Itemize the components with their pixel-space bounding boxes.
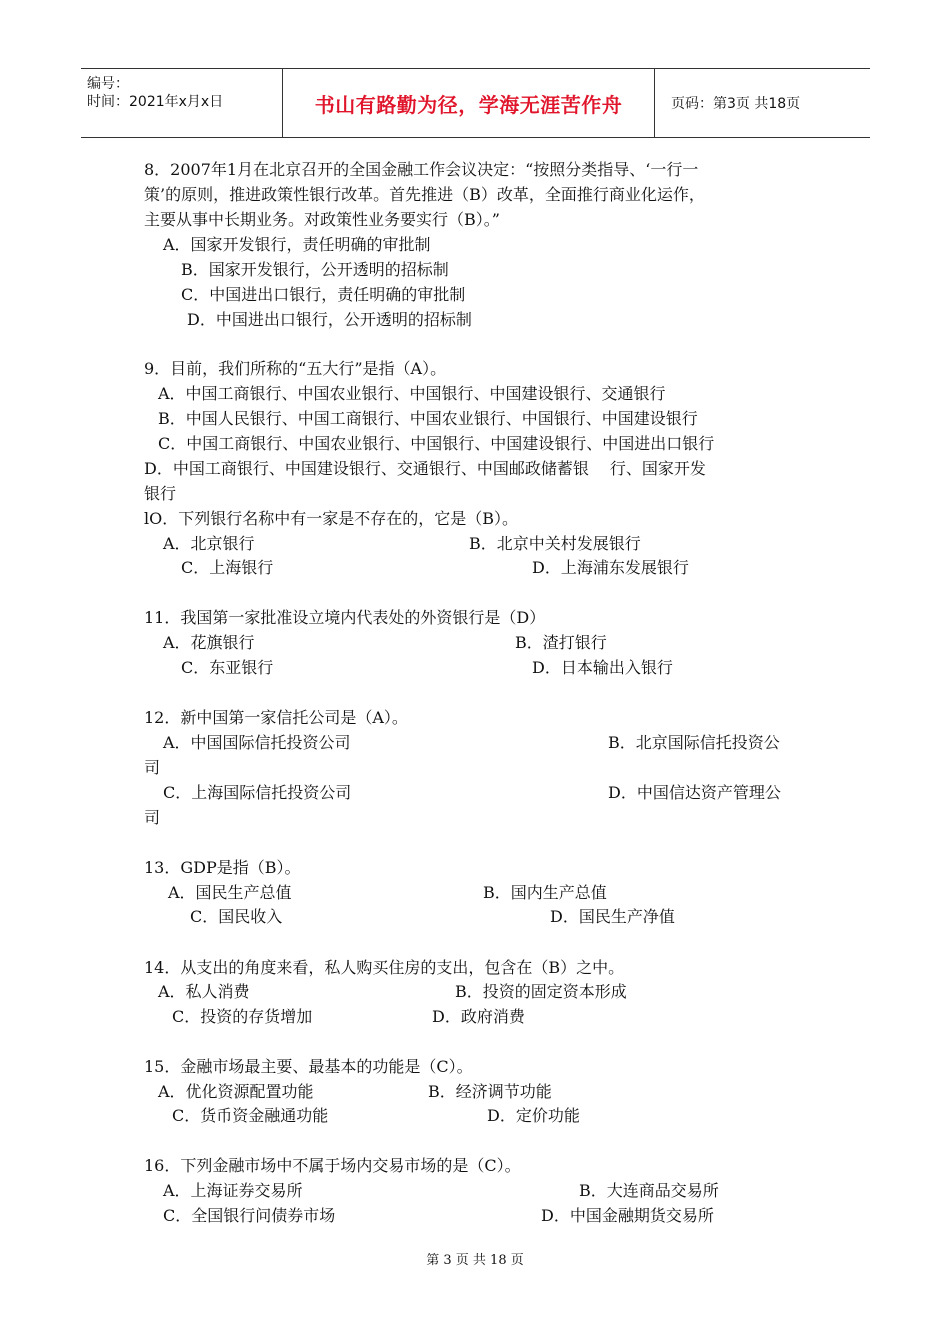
q14-option-d: D．政府消费: [432, 1007, 525, 1026]
q16-option-b: B．大连商品交易所: [579, 1181, 719, 1200]
time-label: 时间：2021年x月x日: [87, 94, 224, 110]
q12-option-d: D．中国信达资产管理公: [608, 783, 781, 802]
q13-option-d: D．国民生产净值: [550, 907, 675, 926]
q10-stem: lO．下列银行名称中有一家是不存在的，它是（B）。: [144, 509, 518, 528]
q15-option-d: D．定价功能: [487, 1106, 580, 1125]
q9-option-d-line2: 银行: [144, 484, 177, 503]
q8-option-b: B．国家开发银行，公开透明的招标制: [181, 260, 449, 279]
header-meta-cell: [81, 69, 283, 137]
q13-option-c: C．国民收入: [190, 907, 283, 926]
q14-option-b: B．投资的固定资本形成: [455, 982, 627, 1001]
q9-option-a: A．中国工商银行、中国农业银行、中国银行、中国建设银行、交通银行: [158, 384, 666, 403]
q8-option-c: C．中国进出口银行，责任明确的审批制: [181, 285, 466, 304]
page-footer: [0, 1249, 950, 1268]
q12-option-c: C．上海国际信托投资公司: [163, 783, 352, 802]
q8-stem-line2: 策’的原则，推进政策性银行改革。首先推进（B）改革，全面推行商业化运作，: [144, 185, 705, 204]
page-header: [81, 68, 870, 138]
q11-option-c: C．东亚银行: [181, 658, 274, 677]
q12-option-b: B．北京国际信托投资公: [608, 733, 780, 752]
q10-option-d: D．上海浦东发展银行: [532, 558, 689, 577]
q12-option-a: A．中国国际信托投资公司: [163, 733, 351, 752]
q16-stem: 16．下列金融市场中不属于场内交易市场的是（C）。: [144, 1156, 521, 1175]
q13-option-b: B．国内生产总值: [483, 883, 607, 902]
q11-option-d: D．日本输出入银行: [532, 658, 673, 677]
q11-option-b: B．渣打银行: [515, 633, 607, 652]
q15-stem: 15．金融市场最主要、最基本的功能是（C）。: [144, 1057, 473, 1076]
q16-option-d: D．中国金融期货交易所: [541, 1206, 714, 1225]
q11-option-a: A．花旗银行: [163, 633, 255, 652]
q9-option-c: C．中国工商银行、中国农业银行、中国银行、中国建设银行、中国进出口银行: [158, 434, 715, 453]
q13-stem: 13．GDP是指（B）。: [144, 858, 301, 877]
q15-option-c: C．货币资金融通功能: [172, 1106, 329, 1125]
header-motto: 书山有路勤为径，学海无涯苦作舟: [283, 69, 655, 137]
q16-option-c: C．全国银行问债券市场: [163, 1206, 336, 1225]
q8-option-a: A．国家开发银行，责任明确的审批制: [163, 235, 431, 254]
q8-stem-line1: 8．2007年1月在北京召开的全国金融工作会议决定：“按照分类指导、‘一行一: [144, 160, 699, 179]
q10-option-c: C．上海银行: [181, 558, 274, 577]
q14-option-a: A．私人消费: [158, 982, 250, 1001]
q15-option-b: B．经济调节功能: [428, 1082, 552, 1101]
header-page-info: [665, 69, 870, 137]
q16-option-a: A．上海证券交易所: [163, 1181, 303, 1200]
footer-page-number: 第 3 页 共 18 页: [426, 1253, 524, 1268]
q15-option-a: A．优化资源配置功能: [158, 1082, 314, 1101]
q9-stem: 9．目前，我们所称的“五大行”是指（A）。: [144, 359, 447, 378]
q9-option-b: B．中国人民银行、中国工商银行、中国农业银行、中国银行、中国建设银行: [158, 409, 698, 428]
q10-option-a: A．北京银行: [163, 534, 255, 553]
q14-stem: 14．从支出的角度来看，私人购买住房的支出，包含在（B）之中。: [144, 958, 625, 977]
page-info-text: 页码：第3页 共18页: [671, 96, 801, 112]
q13-option-a: A．国民生产总值: [168, 883, 292, 902]
q10-option-b: B．北京中关村发展银行: [469, 534, 641, 553]
q8-stem-line3: 主要从事中长期业务。对政策性业务要实行（B）。”: [144, 210, 500, 229]
q11-stem: 11．我国第一家批准设立境内代表处的外资银行是（D）: [144, 608, 546, 627]
q8-option-d: D．中国进出口银行，公开透明的招标制: [187, 310, 472, 329]
q12-option-d-cont: 司: [144, 808, 161, 827]
q12-option-b-cont: 司: [144, 758, 161, 777]
q14-option-c: C．投资的存货增加: [172, 1007, 313, 1026]
q12-stem: 12．新中国第一家信托公司是（A）。: [144, 708, 408, 727]
q9-option-d-line1: D．中国工商银行、中国建设银行、交通银行、中国邮政储蓄银 行、国家开发: [144, 459, 706, 478]
code-label: 编号：: [87, 76, 129, 92]
